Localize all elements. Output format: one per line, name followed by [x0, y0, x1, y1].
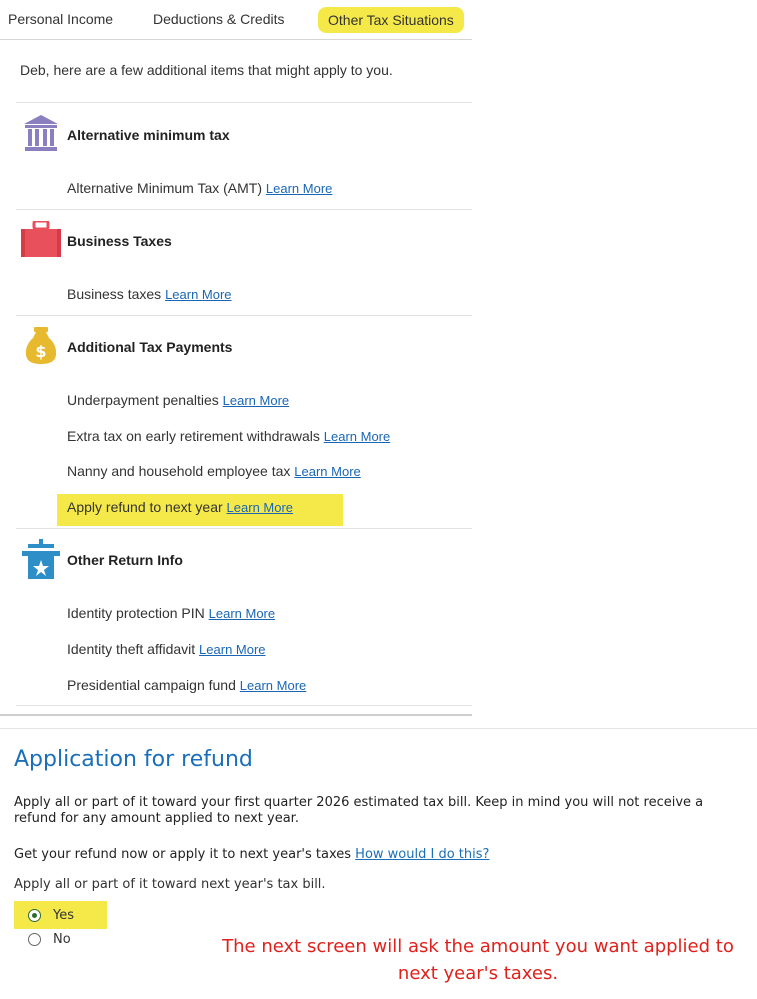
learn-more-link[interactable]: Learn More — [226, 500, 294, 515]
tab-personal-income[interactable]: Personal Income — [8, 11, 114, 27]
divider — [16, 528, 472, 529]
svg-text:$: $ — [35, 342, 47, 361]
item-label: Underpayment penalties — [67, 392, 219, 408]
list-item — [67, 463, 361, 479]
list-item — [67, 641, 266, 657]
briefcase-icon — [21, 221, 61, 264]
list-item — [67, 392, 289, 408]
bank-icon — [24, 115, 58, 158]
section-title-alternative-minimum-tax: Alternative minimum tax — [67, 127, 230, 143]
other-tax-situations-panel — [0, 0, 472, 717]
item-label: Nanny and household employee tax — [67, 463, 291, 479]
item-label: Identity protection PIN — [67, 605, 205, 621]
divider — [16, 315, 472, 316]
section-title-business-taxes: Business Taxes — [67, 233, 172, 249]
refund-question — [14, 847, 489, 862]
section-separator — [0, 728, 757, 729]
application-for-refund-title: Application for refund — [14, 747, 253, 772]
radio-button-yes[interactable] — [28, 909, 41, 922]
tab-other-tax-situations[interactable]: Other Tax Situations — [318, 7, 464, 33]
item-label: Apply refund to next year — [67, 499, 223, 515]
learn-more-link[interactable]: Learn More — [165, 287, 232, 302]
list-item — [67, 605, 275, 621]
learn-more-link[interactable]: Learn More — [222, 393, 290, 408]
list-item — [67, 677, 306, 693]
refund-question-text: Get your refund now or apply it to next year's taxes — [14, 847, 352, 862]
section-title-additional-tax-payments: Additional Tax Payments — [67, 339, 233, 355]
money-bag-icon — [25, 327, 57, 370]
list-item-apply-refund — [67, 499, 293, 515]
learn-more-link[interactable]: Learn More — [265, 181, 333, 196]
radio-label-yes: Yes — [53, 908, 74, 923]
list-item — [67, 428, 390, 444]
tab-deductions-credits[interactable]: Deductions & Credits — [153, 11, 285, 27]
section-title-other-return-info: Other Return Info — [67, 552, 183, 568]
list-item — [67, 286, 232, 302]
learn-more-link[interactable]: Learn More — [199, 642, 266, 657]
item-label: Identity theft affidavit — [67, 641, 196, 657]
intro-text: Deb, here are a few additional items that might apply to you. — [20, 62, 393, 78]
learn-more-link[interactable]: Learn More — [208, 606, 276, 621]
refund-description: Apply all or part of it toward your first quarter 2026 estimated tax bill. Keep in mind you will not receive a refund for any amount applied to next year. — [14, 795, 704, 826]
divider — [16, 102, 472, 103]
learn-more-link[interactable]: Learn More — [239, 678, 307, 693]
learn-more-link[interactable]: Learn More — [294, 464, 361, 479]
item-label: Alternative Minimum Tax (AMT) — [67, 180, 263, 196]
tab-bar — [0, 0, 472, 40]
list-item — [67, 180, 332, 196]
panel-bottom-border — [0, 714, 472, 716]
divider — [16, 705, 472, 706]
refund-prompt: Apply all or part of it toward next year's tax bill. — [14, 877, 326, 892]
learn-more-link[interactable]: Learn More — [323, 429, 391, 444]
item-label: Business taxes — [67, 286, 162, 302]
radio-label-no: No — [53, 932, 71, 947]
annotation-note: The next screen will ask the amount you want applied to next year's taxes. — [222, 936, 734, 984]
radio-button-no[interactable] — [28, 933, 41, 946]
podium-icon — [22, 539, 60, 585]
divider — [16, 209, 472, 210]
item-label: Presidential campaign fund — [67, 677, 236, 693]
item-label: Extra tax on early retirement withdrawals — [67, 428, 320, 444]
how-would-i-do-this-link[interactable]: How would I do this? — [355, 847, 490, 862]
